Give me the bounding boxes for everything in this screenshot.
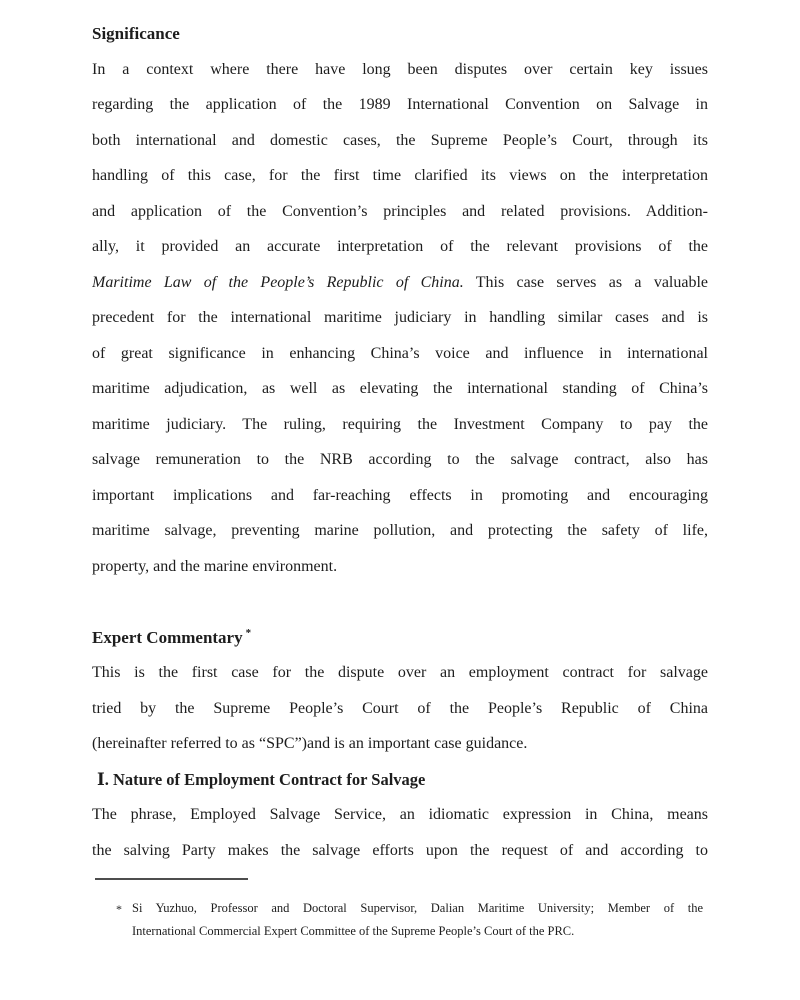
text-line: (hereinafter referred to as “SPC”)and is an important case guidance. [92,735,528,752]
expert-commentary-paragraph [92,655,708,762]
footnote-marker: * [116,902,122,916]
text-line: maritime salvage, preventing marine pollution, and protecting the safety of life, [92,522,708,539]
section-gap [92,584,708,620]
text-line: regarding the application of the 1989 International Convention on Salvage in [92,96,708,113]
footnote-text [132,897,703,942]
text-segment: This case serves as a valuable [463,273,708,291]
section-heading-expert-commentary [92,620,708,656]
text-line: salvage remuneration to the NRB according to the salvage contract, also has [92,451,708,468]
text-line: maritime adjudication, as well as elevating the international standing of China’s [92,380,708,397]
footnote-rule [95,878,248,880]
text-line: tried by the Supreme People’s Court of the People’s Republic of China [92,699,708,717]
text-line: the salving Party makes the salvage efforts upon the request of and according to [92,841,708,859]
text-line: ally, it provided an accurate interpretation of the relevant provisions of the [92,238,708,255]
footnote-row [116,897,708,942]
text-line: and application of the Convention’s principles and related provisions. Addition- [92,202,708,220]
text-line: of great significance in enhancing China’s voice and influence in international [92,344,708,362]
italic-law-title: Maritime Law of the People’s Republic of China. [92,273,464,291]
text-line: both international and domestic cases, the Supreme People’s Court, through its [92,131,708,149]
footnote-reference-marker: * [245,626,252,639]
nature-paragraph [92,797,708,868]
footnote [92,878,708,942]
text-line: important implications and far-reaching effects in promoting and encouraging [92,486,708,504]
text-line: handling of this case, for the first time clarified its views on the interpretation [92,167,708,184]
heading-text: Expert Commentary [92,627,243,647]
footnote-line: Si Yuzhuo, Professor and Doctoral Supervisor, Dalian Maritime University; Member of the [132,901,703,915]
text-line: The phrase, Employed Salvage Service, an idiomatic expression in China, means [92,806,708,823]
section-heading-nature-of-employment-contract: Ⅰ. Nature of Employment Contract for Salvage [97,769,426,789]
significance-paragraph [92,52,708,585]
text-line: maritime judiciary. The ruling, requiring the Investment Company to pay the [92,415,708,433]
text-line: property, and the marine environment. [92,557,338,575]
text-line-with-italic [92,265,708,301]
footnote-line: International Commercial Expert Committee of the Supreme People’s Court of the PRC. [132,923,575,938]
text-line: This is the first case for the dispute over an employment contract for salvage [92,664,708,681]
section-heading-significance: Significance [92,24,180,43]
text-line: In a context where there have long been disputes over certain key issues [92,60,708,78]
text-line: precedent for the international maritime judiciary in handling similar cases and is [92,309,708,326]
